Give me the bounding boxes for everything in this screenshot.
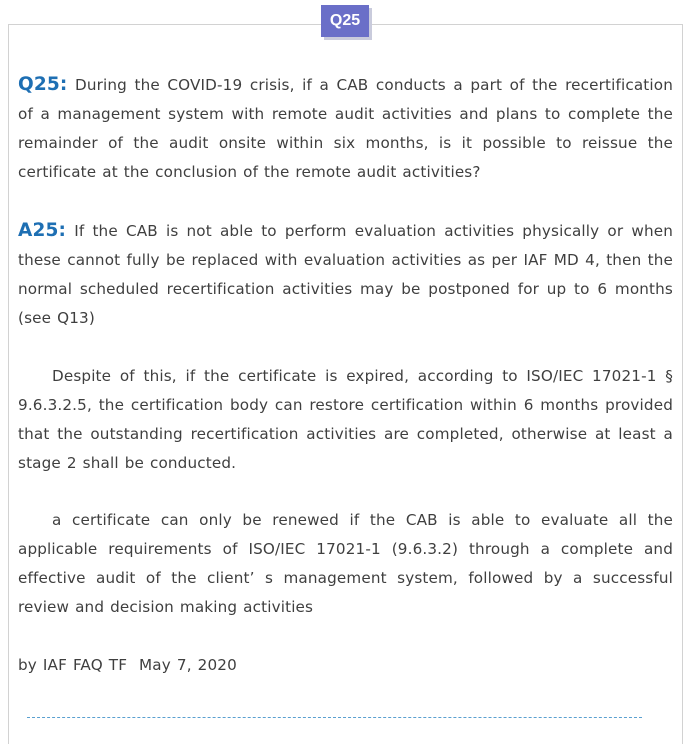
- question-label: Q25:: [18, 74, 68, 95]
- answer-label: A25:: [18, 220, 67, 241]
- restore-paragraph: [18, 362, 673, 478]
- renewal-text: a certificate can only be renewed if the CAB is able to evaluate all the applicable requirements of ISO/IEC 17021-1 (9.6.3.2) through a complete and effective audit of the client’ s management system, followed by a successful review and decision making activities: [18, 511, 673, 616]
- byline: by IAF FAQ TF May 7, 2020: [18, 656, 237, 674]
- question-text: During the COVID-19 crisis, if a CAB conducts a part of the recertification of a management system with remote audit activities and plans to complete the remainder of the audit onsite within six months, is it possible to reissue the certificate at the conclusion of the remote audit activities?: [18, 76, 673, 181]
- restore-text: Despite of this, if the certificate is expired, according to ISO/IEC 17021-1 § 9.6.3.2.5, the certification body can restore certification within 6 months provided that the outstanding recertification activities are completed, otherwise at least a stage 2 shall be conducted.: [18, 367, 673, 472]
- answer-text: If the CAB is not able to perform evaluation activities physically or when these cannot fully be replaced with evaluation activities as per IAF MD 4, then the normal scheduled recertification activities may be postponed for up to 6 months (see Q13): [18, 222, 673, 327]
- answer-paragraph: [18, 216, 673, 333]
- question-badge: Q25: [321, 5, 369, 37]
- dashed-divider: [27, 717, 642, 718]
- renewal-paragraph: [18, 506, 673, 622]
- question-paragraph: [18, 70, 673, 187]
